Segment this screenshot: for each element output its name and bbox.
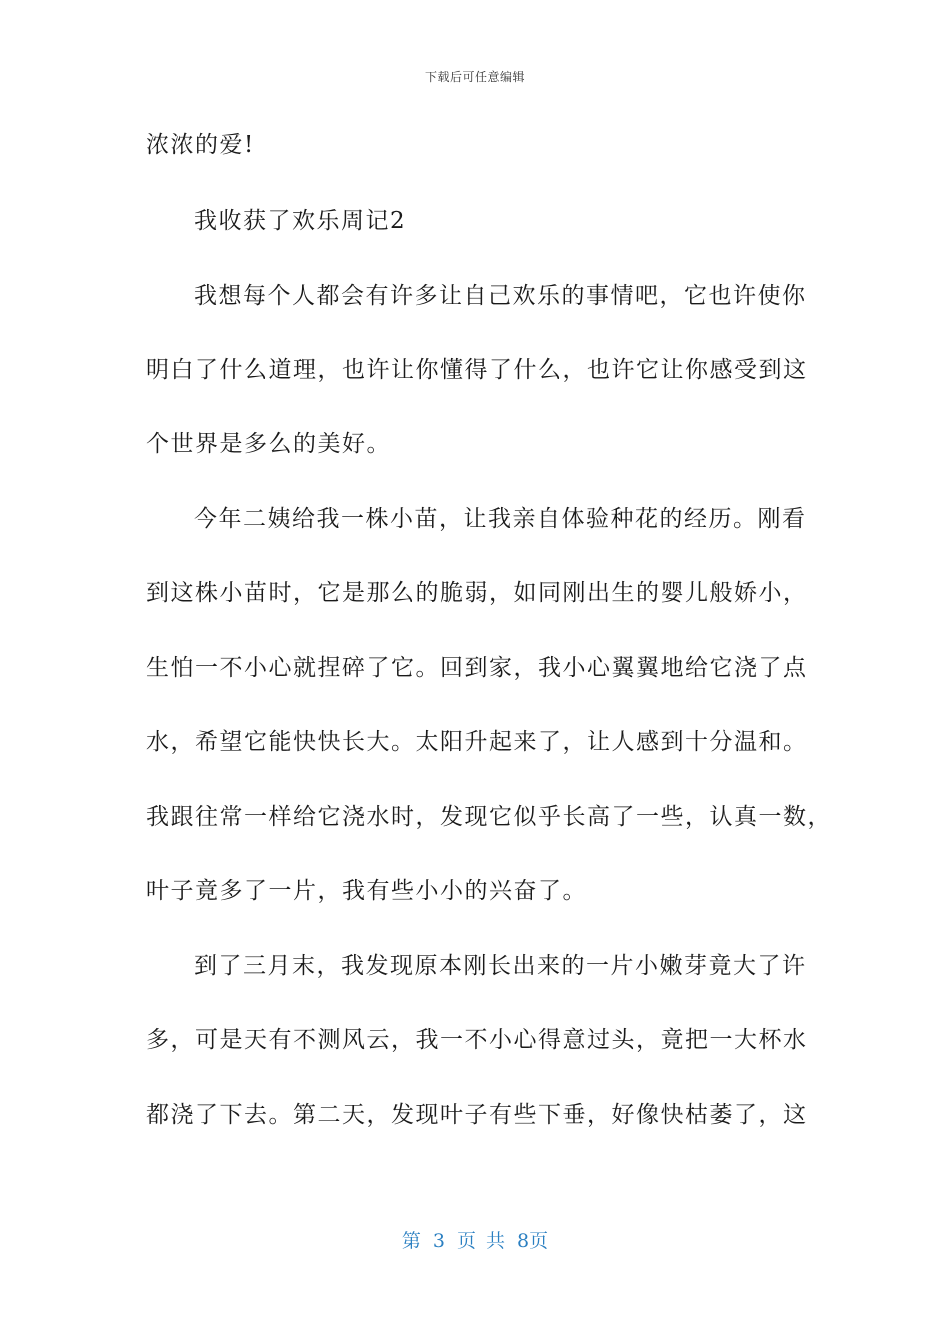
text-line: 浓浓的爱! bbox=[146, 132, 255, 158]
text-line: 生怕一不小心就捏碎了它。回到家，我小心翼翼地给它浇了点 bbox=[146, 655, 808, 681]
page-header-note: 下载后可任意编辑 bbox=[424, 70, 525, 84]
text-line: 今年二姨给我一株小苗，让我亲自体验种花的经历。刚看 bbox=[194, 506, 807, 532]
footer-prefix: 第 bbox=[401, 1230, 421, 1252]
text-line: 叶子竟多了一片，我有些小小的兴奋了。 bbox=[146, 878, 587, 904]
text-line: 明白了什么道理，也许让你懂得了什么，也许它让你感受到这 bbox=[146, 357, 808, 383]
text-line: 个世界是多么的美好。 bbox=[146, 431, 391, 457]
text-line: 我想每个人都会有许多让自己欢乐的事情吧，它也许使你 bbox=[194, 283, 807, 309]
page-footer bbox=[0, 1226, 950, 1253]
text-line: 都浇了下去。第二天，发现叶子有些下垂，好像快枯萎了，这 bbox=[146, 1102, 808, 1128]
text-line: 多，可是天有不测风云，我一不小心得意过头，竟把一大杯水 bbox=[146, 1027, 808, 1053]
text-line: 到这株小苗时，它是那么的脆弱，如同刚出生的婴儿般娇小， bbox=[146, 580, 808, 606]
total-pages: 8页 bbox=[517, 1230, 549, 1252]
text-line: 水，希望它能快快长大。太阳升起来了，让人感到十分温和。 bbox=[146, 729, 808, 755]
section-heading: 我收获了欢乐周记2 bbox=[194, 208, 407, 234]
text-line: 我跟往常一样给它浇水时，发现它似乎长高了一些，认真一数， bbox=[146, 804, 832, 830]
current-page-number: 3 bbox=[432, 1230, 445, 1252]
text-line: 到了三月末，我发现原本刚长出来的一片小嫩芽竟大了许 bbox=[194, 953, 807, 979]
footer-middle: 页 共 bbox=[456, 1230, 506, 1252]
